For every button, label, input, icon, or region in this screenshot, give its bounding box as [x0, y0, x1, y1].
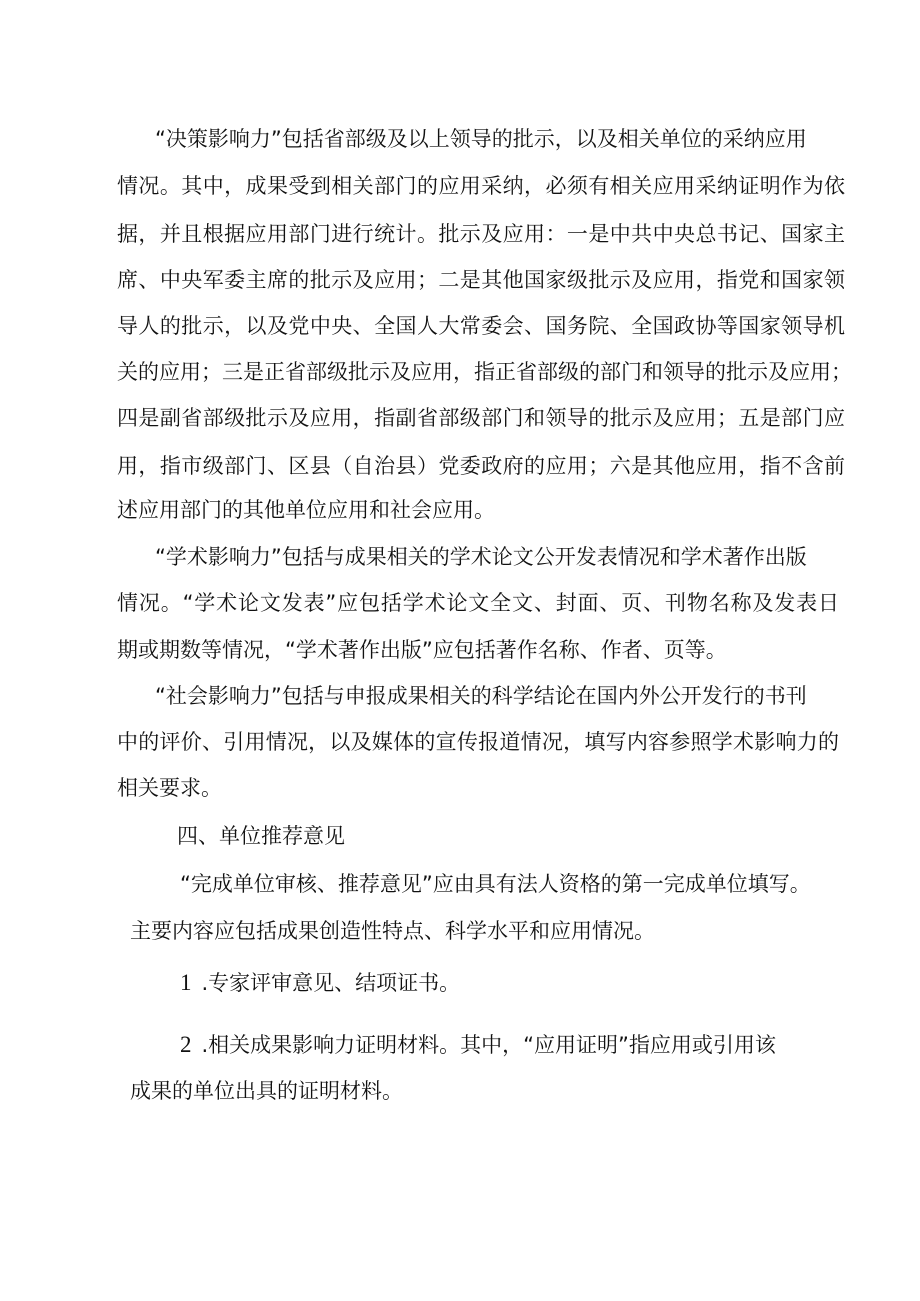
section-4-heading: 四、单位推荐意见	[177, 824, 345, 848]
list-item-2-text: .相关成果影响力证明材料。其中，“应用证明”指应用或引用该	[201, 1033, 776, 1057]
social-line-1: “社会影响力”包括与申报成果相关的科学结论在国内外公开发行的书刊	[155, 684, 807, 708]
academic-line-1: “学术影响力”包括与成果相关的学术论文公开发表情况和学术著作出版	[155, 545, 807, 569]
list-item-1-text: .专家评审意见、结项证书。	[201, 971, 461, 995]
academic-line-2: 情况。“学术论文发表”应包括学术论文全文、封面、页、刊物名称及发表日	[117, 591, 839, 615]
decision-line-7: 四是副省部级批示及应用，指副省部级部门和领导的批示及应用；五是部门应	[117, 406, 845, 430]
decision-line-1: “决策影响力”包括省部级及以上领导的批示，以及相关单位的采纳应用	[155, 127, 807, 151]
list-item-2-number: 2	[180, 1032, 192, 1057]
list-item-1-number: 1	[180, 970, 192, 995]
decision-line-6: 关的应用；三是正省部级批示及应用，指正省部级的部门和领导的批示及应用；	[117, 360, 852, 384]
section-4-intro-line-2: 主要内容应包括成果创造性特点、科学水平和应用情况。	[130, 919, 655, 943]
academic-line-3: 期或期数等情况，“学术著作出版”应包括著作名称、作者、页等。	[117, 638, 727, 662]
list-item-1	[180, 971, 460, 994]
social-line-3: 相关要求。	[117, 776, 222, 800]
decision-line-2: 情况。其中，成果受到相关部门的应用采纳，必须有相关应用采纳证明作为依	[117, 174, 845, 198]
social-line-2: 中的评价、引用情况，以及媒体的宣传报道情况，填写内容参照学术影响力的	[117, 730, 839, 754]
list-item-2	[180, 1033, 776, 1056]
decision-line-3: 据，并且根据应用部门进行统计。批示及应用：一是中共中央总书记、国家主	[117, 222, 845, 246]
list-item-2-continuation: 成果的单位出具的证明材料。	[130, 1079, 403, 1103]
decision-line-4: 席、中央军委主席的批示及应用；二是其他国家级批示及应用，指党和国家领	[117, 268, 845, 292]
section-4-intro-line-1: “完成单位审核、推荐意见”应由具有法人资格的第一完成单位填写。	[180, 872, 811, 896]
decision-line-9: 述应用部门的其他单位应用和社会应用。	[117, 498, 495, 522]
decision-line-8: 用，指市级部门、区县（自治县）党委政府的应用；六是其他应用，指不含前	[117, 454, 845, 478]
decision-line-5: 导人的批示，以及党中央、全国人大常委会、国务院、全国政协等国家领导机	[117, 314, 845, 338]
